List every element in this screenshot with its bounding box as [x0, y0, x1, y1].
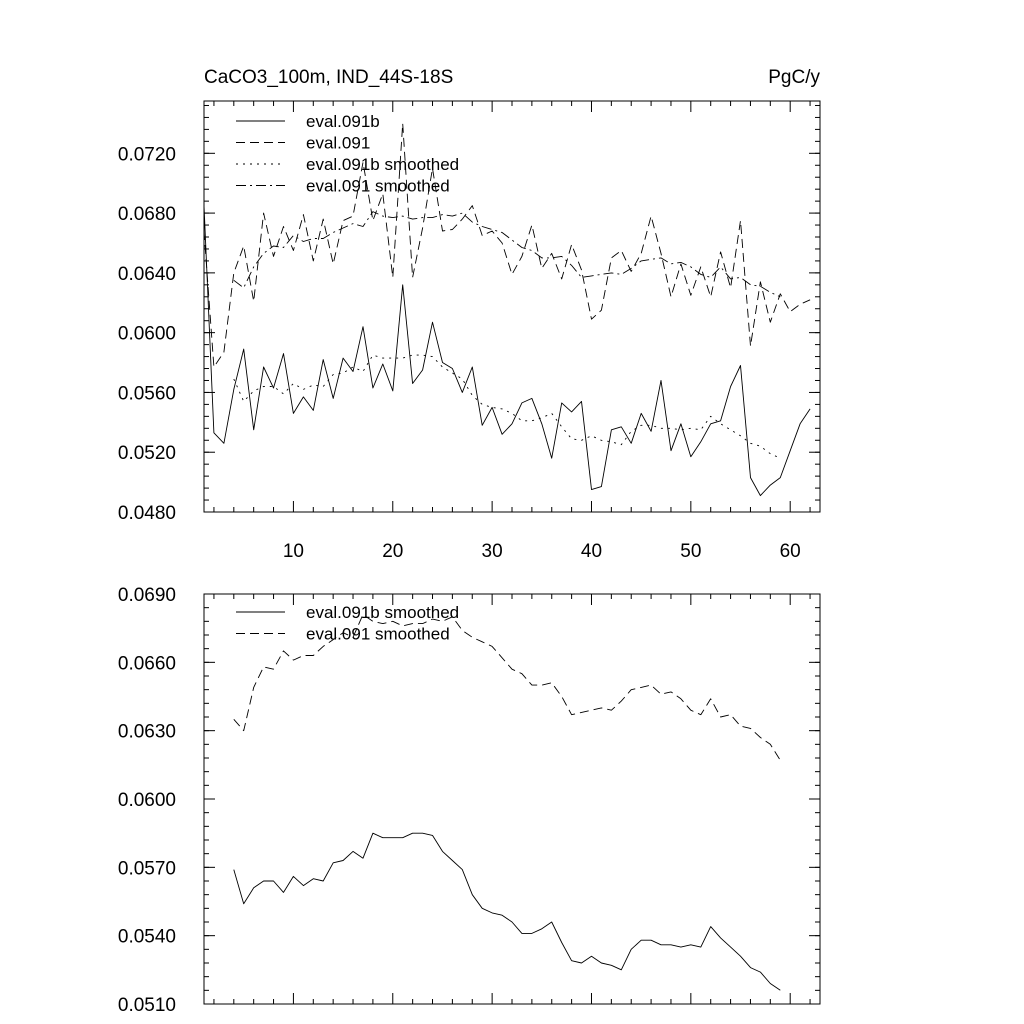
- x-tick-label: 60: [779, 541, 801, 562]
- x-tick-label: 20: [382, 541, 404, 562]
- series-line-eval-091b: [204, 206, 810, 496]
- y-tick-label: 0.0630: [117, 721, 176, 743]
- legend-label: eval.091 smoothed: [306, 176, 450, 196]
- series-line-eval-091b-smoothed: [234, 355, 781, 458]
- plot-frame: [204, 101, 820, 512]
- y-tick-label: 0.0600: [117, 790, 176, 811]
- panel-title-left: CaCO3_100m, IND_44S-18S: [204, 67, 454, 88]
- legend-label: eval.091 smoothed: [306, 624, 450, 644]
- legend-label: eval.091b smoothed: [306, 155, 460, 174]
- x-tick-label: 10: [282, 541, 304, 562]
- y-tick-label: 0.0540: [117, 926, 176, 948]
- y-tick-label: 0.0520: [117, 443, 176, 465]
- plot-frame: [204, 594, 820, 1004]
- y-tick-label: 0.0640: [117, 263, 176, 285]
- y-tick-label: 0.0570: [117, 858, 176, 880]
- y-tick-label: 0.0660: [117, 653, 176, 675]
- y-tick-label: 0.0560: [117, 383, 176, 405]
- bottom-panel: [118, 585, 820, 1016]
- panel-title-units: PgC/y: [768, 67, 820, 88]
- x-tick-label: 50: [680, 541, 702, 562]
- x-tick-label: 30: [481, 541, 503, 562]
- y-tick-label: 0.0480: [117, 503, 176, 524]
- legend-label: eval.091: [306, 133, 371, 153]
- y-tick-label: 0.0510: [117, 995, 176, 1016]
- series-line-eval-091b-smoothed: [234, 833, 781, 990]
- legend-label: eval.091b: [306, 112, 380, 131]
- y-tick-label: 0.0720: [117, 144, 176, 166]
- x-tick-label: 40: [580, 541, 603, 562]
- y-tick-label: 0.0690: [117, 585, 176, 606]
- y-tick-label: 0.0680: [117, 204, 176, 226]
- legend-label: eval.091b smoothed: [306, 603, 460, 622]
- top-panel: [118, 67, 821, 562]
- y-tick-label: 0.0600: [117, 323, 176, 345]
- series-line-eval-091: [204, 123, 810, 367]
- series-line-eval-091-smoothed: [234, 212, 781, 297]
